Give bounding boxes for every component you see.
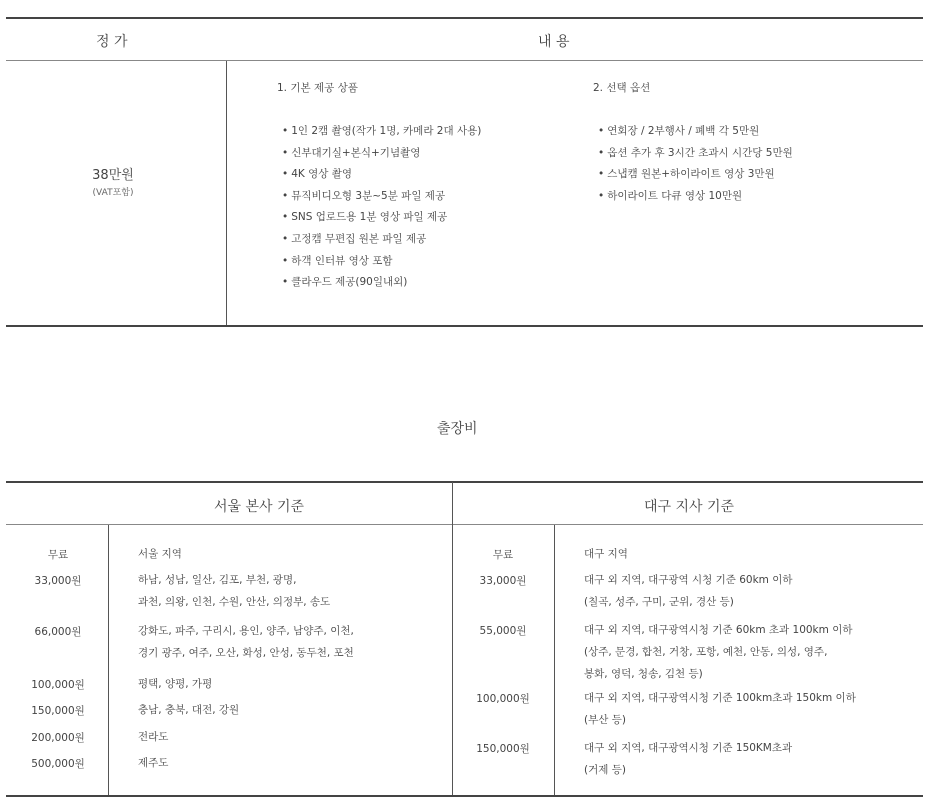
list-item: • 스냅캠 원본+하이라이트 영상 3만원 <box>598 167 793 189</box>
daegu-fee: 150,000원 <box>476 743 530 755</box>
daegu-area: (거제 등) <box>584 764 626 776</box>
travel-table-top-border <box>6 481 923 483</box>
seoul-fee: 33,000원 <box>34 575 82 587</box>
daegu-area: (상주, 문경, 합천, 거창, 포항, 예천, 안동, 의성, 영주, <box>584 646 828 658</box>
seoul-area: 경기 광주, 여주, 오산, 화성, 안성, 동두천, 포천 <box>138 647 354 659</box>
travel-table-header-divider <box>6 524 923 525</box>
seoul-area: 충남, 충북, 대전, 강원 <box>138 704 240 716</box>
basic-package-title: 1. 기본 제공 상품 <box>277 82 358 94</box>
seoul-column-divider <box>108 525 109 795</box>
list-item: • 연회장 / 2부행사 / 폐백 각 5만원 <box>598 124 793 146</box>
seoul-header: 서울 본사 기준 <box>214 499 305 515</box>
seoul-area: 강화도, 파주, 구리시, 용인, 양주, 남양주, 이천, <box>138 625 354 637</box>
daegu-fee: 33,000원 <box>479 575 527 587</box>
price-table-bottom-border <box>6 325 923 327</box>
daegu-area: 대구 외 지역, 대구광역시청 기준 150KM초과 <box>584 742 793 754</box>
daegu-column-divider <box>554 525 555 795</box>
list-item: • 클라우드 제공(90일내외) <box>282 275 481 297</box>
list-item: • 4K 영상 촬영 <box>282 167 481 189</box>
price-table-top-border <box>6 17 923 19</box>
seoul-area: 하남, 성남, 일산, 김포, 부천, 광명, <box>138 574 297 586</box>
daegu-fee: 무료 <box>492 549 514 561</box>
list-item: • 하이라이트 다큐 영상 10만원 <box>598 189 793 211</box>
list-item: • 1인 2캠 촬영(작가 1명, 카메라 2대 사용) <box>282 124 481 146</box>
package-price: 38만원 <box>92 168 134 183</box>
daegu-fee: 55,000원 <box>479 625 527 637</box>
travel-fee-title: 출장비 <box>437 421 478 437</box>
list-item: • 신부대기실+본식+기념촬영 <box>282 146 481 168</box>
list-item: • 하객 인터뷰 영상 포함 <box>282 254 481 276</box>
seoul-area: 과천, 의왕, 인천, 수원, 안산, 의정부, 송도 <box>138 596 331 608</box>
options-list <box>598 124 793 210</box>
seoul-fee: 500,000원 <box>31 758 85 770</box>
price-table-column-divider <box>226 61 227 325</box>
seoul-fee: 150,000원 <box>31 705 85 717</box>
daegu-header: 대구 지사 기준 <box>644 499 735 515</box>
travel-table-bottom-border <box>6 795 923 797</box>
seoul-fee: 66,000원 <box>34 626 82 638</box>
travel-table-middle-divider <box>452 482 453 795</box>
package-price-note: (VAT포함) <box>92 188 134 198</box>
daegu-area: 대구 외 지역, 대구광역 시청 기준 60km 이하 <box>584 574 793 586</box>
daegu-area: (부산 등) <box>584 714 626 726</box>
seoul-area: 전라도 <box>138 731 169 743</box>
seoul-area: 제주도 <box>138 757 169 769</box>
list-item: • 옵션 추가 후 3시간 초과시 시간당 5만원 <box>598 146 793 168</box>
daegu-fee: 100,000원 <box>476 693 530 705</box>
seoul-fee: 200,000원 <box>31 732 85 744</box>
price-table-header-divider <box>6 60 923 61</box>
daegu-area: 봉화, 영덕, 청송, 김천 등) <box>584 668 703 680</box>
list-item: • 뮤직비디오형 3분~5분 파일 제공 <box>282 189 481 211</box>
seoul-area: 서울 지역 <box>138 548 182 560</box>
content-header-label: 내 용 <box>538 34 570 50</box>
list-item: • 고정캠 무편집 원본 파일 제공 <box>282 232 481 254</box>
daegu-area: (칠곡, 성주, 구미, 군위, 경산 등) <box>584 596 734 608</box>
daegu-area: 대구 지역 <box>584 548 628 560</box>
daegu-area: 대구 외 지역, 대구광역시청 기준 60km 초과 100km 이하 <box>584 624 853 636</box>
basic-package-list <box>282 124 481 297</box>
daegu-area: 대구 외 지역, 대구광역시청 기준 100km초과 150km 이하 <box>584 692 856 704</box>
list-item: • SNS 업로드용 1분 영상 파일 제공 <box>282 210 481 232</box>
seoul-fee: 100,000원 <box>31 679 85 691</box>
price-header-label: 정 가 <box>96 34 128 50</box>
options-title: 2. 선택 옵션 <box>593 82 651 94</box>
seoul-area: 평택, 양평, 가평 <box>138 678 213 690</box>
seoul-fee: 무료 <box>47 549 69 561</box>
